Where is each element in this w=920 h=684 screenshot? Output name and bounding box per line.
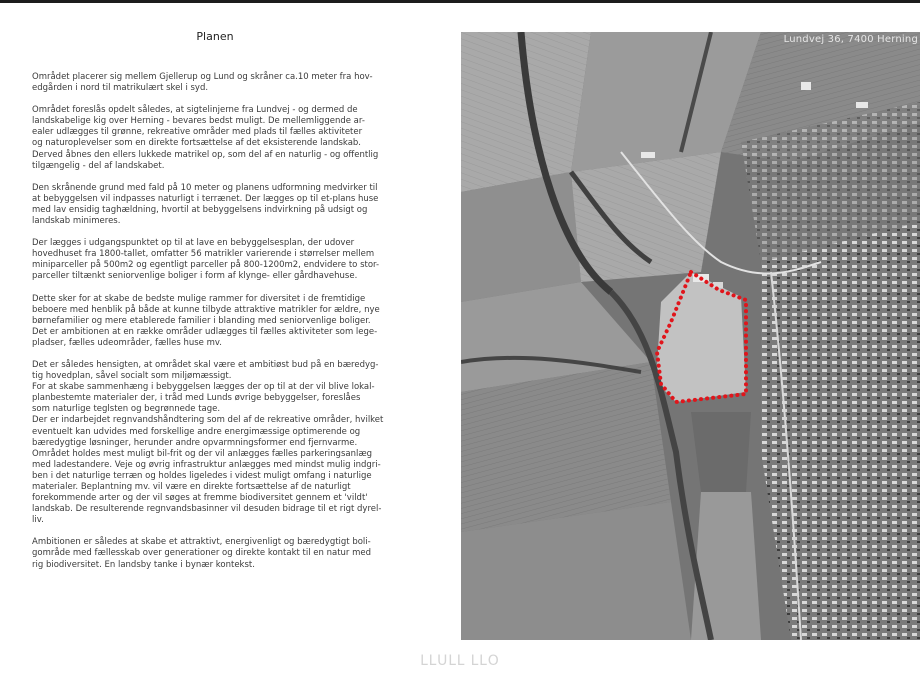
paragraph <box>32 537 390 570</box>
text-line: gområde med fællesskab over generationer og direkte kontakt til en natur med <box>32 548 372 559</box>
text-line: edgården i nord til matrikulært skel i syd. <box>32 83 209 94</box>
text-line: ealer udlægges til grønne, rekreative områder med plads til fælles aktiviteter <box>32 127 363 138</box>
top-rule <box>0 0 920 3</box>
text-line: landskab minimeres. <box>32 216 121 227</box>
map-address-label: Lundvej 36, 7400 Herning <box>783 34 918 45</box>
text-line: Området foreslås opdelt således, at sigtelinjerne fra Lundvej - og dermed de <box>32 105 358 116</box>
body-text <box>32 72 390 582</box>
text-line: parceller tiltænkt seniorvenlige boliger i form af klynge- eller gårdhavehuse. <box>32 271 358 282</box>
text-line: med ladestandere. Veje og øvrig infrastruktur anlægges med mindst mulig indgri- <box>32 459 381 470</box>
paragraph <box>32 183 390 227</box>
page-title: Planen <box>196 30 234 43</box>
paragraph <box>32 72 390 94</box>
text-line: Dette sker for at skabe de bedste mulige rammer for diversitet i de fremtidige <box>32 293 366 304</box>
text-line: rig biodiversitet. En landsby tanke i bynær kontekst. <box>32 559 255 570</box>
text-line: miniparceller på 500m2 og egentligt parceller på 800-1200m2, endvidere to stor- <box>32 260 380 271</box>
aerial-map <box>461 32 920 640</box>
text-line: bæredygtige løsninger, herunder andre opvarmningsformer end fjernvarme. <box>32 437 358 448</box>
text-line: For at skabe sammenhæng i bebyggelsen lægges der op til at der vil blive lokal- <box>32 382 375 393</box>
text-line: tig hovedplan, såvel socialt som miljømæssigt. <box>32 371 232 382</box>
text-line: pladser, fælles udeområder, fælles huse mv. <box>32 337 222 348</box>
text-line: landskab. De resulterende regnvandsbasinner vil desuden bidrage til et rigt dyrel- <box>32 504 382 515</box>
paragraph <box>32 105 390 172</box>
text-line: eventuelt kan udvides med forskellige andre energimæssige optimerende og <box>32 426 361 437</box>
text-line: planbestemte materialer der, i tråd med Lunds øvrige bebyggelser, foreslåes <box>32 393 361 404</box>
text-line: Området holdes mest muligt bil-frit og der vil anlægges fælles parkeringsanlæg <box>32 448 373 459</box>
text-line: ben i det naturlige terræn og holdes ligeledes i videst muligt omfang i naturlige <box>32 470 372 481</box>
text-line: med lav ensidig taghældning, hvortil at bebyggelsens indvirkning på udsigt og <box>32 204 368 215</box>
text-line: Der er indarbejdet regnvandshåndtering som del af de rekreative områder, hvilket <box>32 415 384 426</box>
paragraph <box>32 238 390 282</box>
text-line: materialer. Beplantning mv. vil være en direkte fortsættelse af de naturligt <box>32 482 351 492</box>
aerial-photo-icon <box>461 32 920 640</box>
text-line: Det er ambitionen at en række områder udlægges til fælles aktiviteter som lege- <box>32 326 378 337</box>
text-line: Ambitionen er således at skabe et attraktivt, energivenligt og bæredygtigt boli- <box>32 537 371 548</box>
text-line: Der lægges i udgangspunktet op til at lave en bebyggelsesplan, der udover <box>32 238 355 249</box>
text-line: forekommende arter og der vil søges at fremme biodiversitet gennem et 'vildt' <box>32 493 368 504</box>
text-line: Den skrånende grund med fald på 10 meter og planens udformning medvirker til <box>32 182 378 193</box>
logo-mark: ԼԼUԼԼ ԼԼO <box>420 653 500 669</box>
text-line: at bebyggelsen vil indpasses naturligt i terrænet. Der lægges op til et-plans huse <box>32 193 379 204</box>
text-line: liv. <box>32 515 44 526</box>
text-line: beboere med henblik på både at kunne tilbyde attraktive matrikler for ældre, nye <box>32 304 380 315</box>
text-line: landskabelige kig over Herning - bevares bedst muligt. De mellemliggende ar- <box>32 116 365 127</box>
footer-logo <box>420 654 500 676</box>
text-line: tilgængelig - del af landskabet. <box>32 160 165 171</box>
paragraph <box>32 294 390 349</box>
text-line: Derved åbnes den ellers lukkede matrikel op, som del af en naturlig - og offentlig <box>32 149 379 160</box>
text-line: hovedhuset fra 1800-tallet, omfatter 56 matrikler varierende i størrelser mellem <box>32 249 375 260</box>
text-line: som naturlige teglsten og begrønnede tage. <box>32 404 221 415</box>
paragraph <box>32 360 390 526</box>
text-line: og naturoplevelser som en direkte fortsættelse af det eksisterende landskab. <box>32 138 362 149</box>
text-line: børnefamilier og mere etablerede familier i blanding med seniorvenlige boliger. <box>32 315 371 326</box>
text-line: Området placerer sig mellem Gjellerup og Lund og skråner ca.10 meter fra hov- <box>32 72 373 82</box>
text-line: Det er således hensigten, at området skal være et ambitiøst bud på en bæredyg- <box>32 359 379 370</box>
